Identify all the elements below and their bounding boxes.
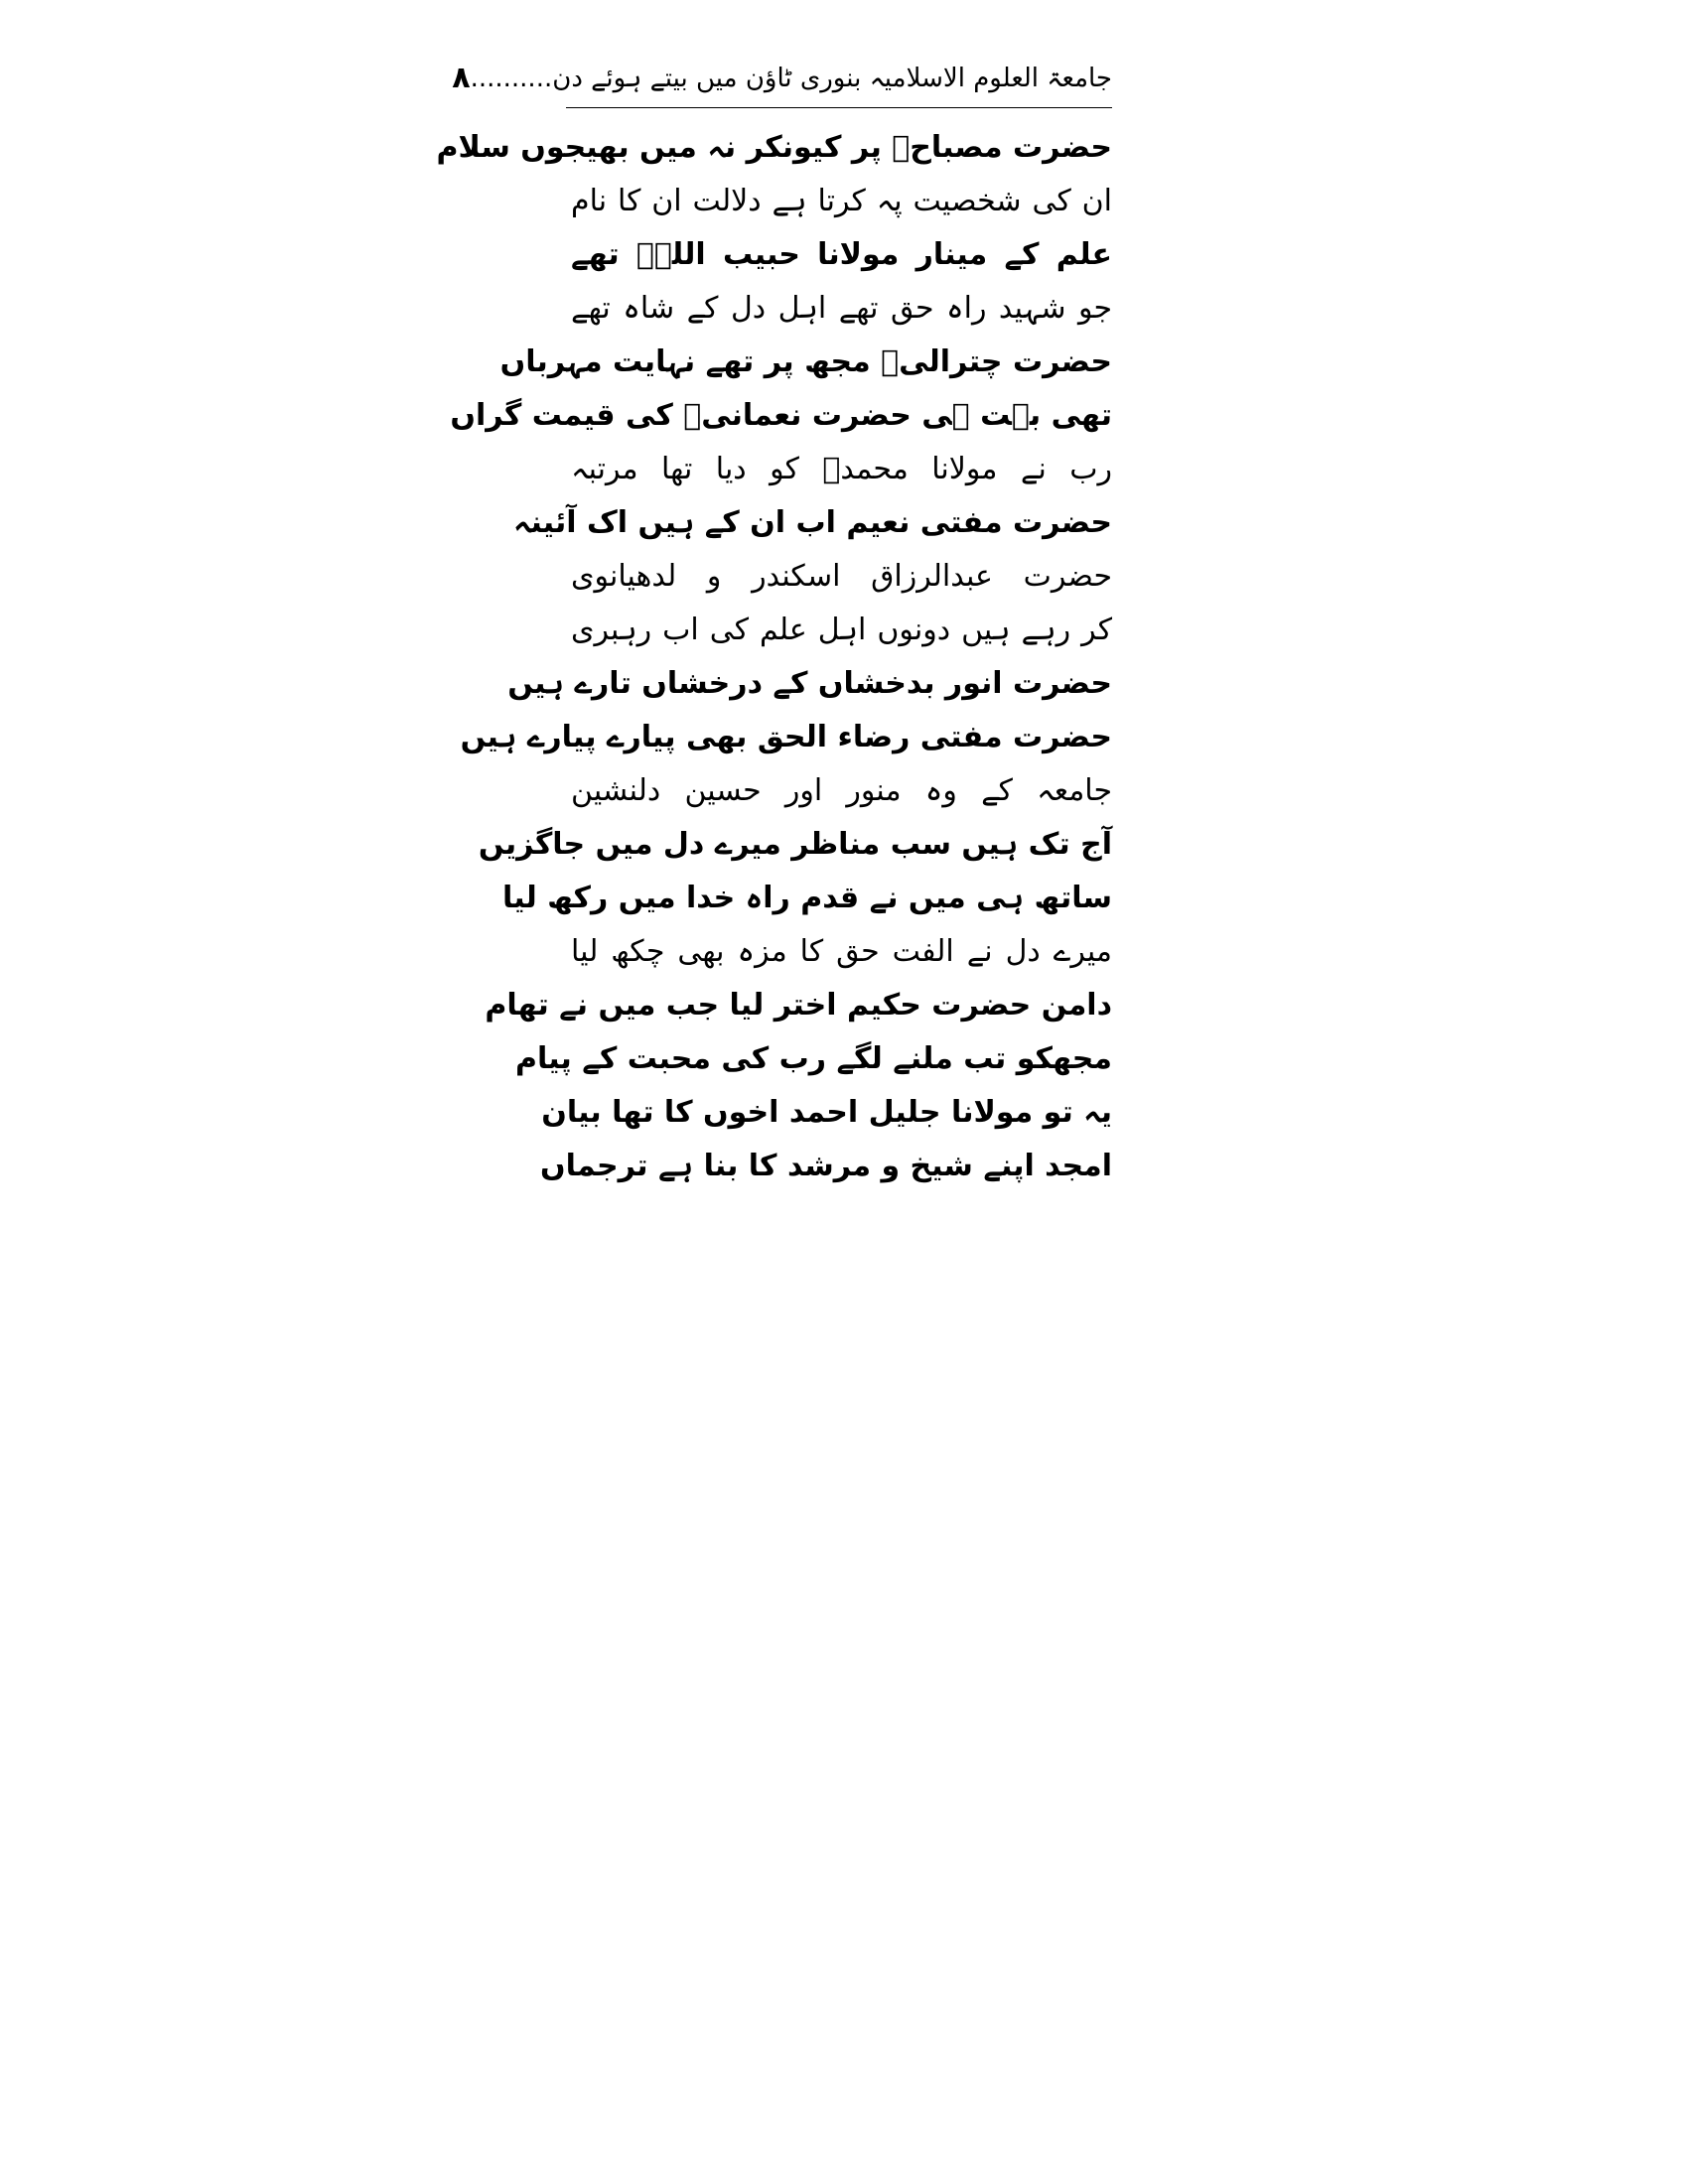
verse-line: حضرت عبدالرزاق اسکندر و لدھیانوی (571, 559, 1112, 594)
header-title: جامعۃ العلوم الاسلامیہ بنوری ٹاؤن میں بیتے ہوئے دن.......... (470, 64, 1112, 93)
verse-line: حضرت چترالیؒ مجھ پر تھے نہایت مہرباں (499, 344, 1112, 379)
verse-line: آج تک ہیں سب مناظر میرے دل میں جاگزیں (478, 827, 1112, 862)
verse-line: حضرت مصباحؒ پر کیونکر نہ میں بھیجوں سلام (436, 130, 1112, 165)
verse-line: مجھکو تب ملنے لگے رب کی محبت کے پیام (515, 1041, 1112, 1076)
verse-line: جو شہید راہ حق تھے اہل دل کے شاہ تھے (571, 291, 1112, 326)
page-number: ۸ (452, 61, 471, 95)
verse-line: امجد اپنے شیخ و مرشد کا بنا ہے ترجماں (540, 1149, 1112, 1183)
verse-line: رب نے مولانا محمدؒ کو دیا تھا مرتبہ (571, 452, 1112, 486)
verse-line: دامن حضرت حکیم اختر لیا جب میں نے تھام (485, 988, 1112, 1023)
verse-line: ان کی شخصیت پہ کرتا ہے دلالت ان کا نام (571, 184, 1112, 218)
verse-line: کر رہے ہیں دونوں اہل علم کی اب رہبری (571, 613, 1112, 647)
verse-line: حضرت مفتی نعیم اب ان کے ہیں اک آئینہ (512, 505, 1112, 540)
poem-body (436, 121, 1112, 1193)
verse-line: تھی بہت ہی حضرت نعمانیؒ کی قیمت گراں (450, 398, 1112, 433)
verse-line: ساتھ ہی میں نے قدم راہ خدا میں رکھ لیا (501, 881, 1112, 915)
header-rule (566, 107, 1112, 108)
running-header (452, 55, 1112, 102)
verse-line: یہ تو مولانا جلیل احمد اخوں کا تھا بیان (541, 1095, 1112, 1130)
verse-line: میرے دل نے الفت حق کا مزہ بھی چکھ لیا (571, 934, 1112, 969)
verse-line: جامعہ کے وہ منور اور حسین دلنشین (571, 773, 1112, 808)
verse-line: علم کے مینار مولانا حبیب اللہؒ تھے (571, 237, 1112, 272)
verse-line: حضرت مفتی رضاء الحق بھی پیارے پیارے ہیں (460, 720, 1112, 754)
verse-line: حضرت انور بدخشاں کے درخشاں تارے ہیں (507, 666, 1112, 701)
